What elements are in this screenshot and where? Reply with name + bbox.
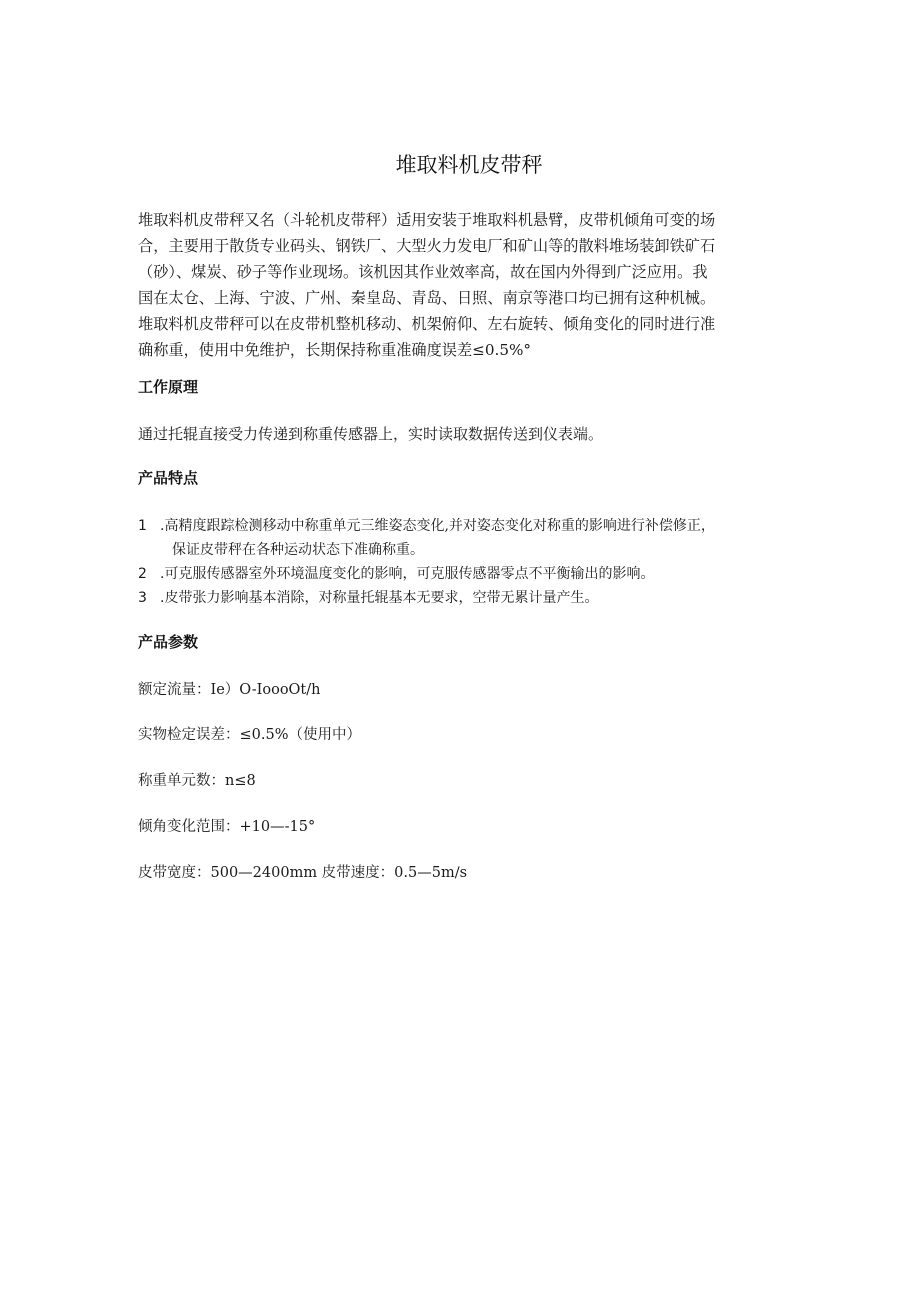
param-inclination-range: 倾角变化范围：+10—-15° (138, 819, 316, 835)
feature-item (138, 586, 800, 610)
page-title: 堆取料机皮带秤 (395, 153, 543, 177)
feature-item (138, 514, 800, 562)
feature-line: .可克服传感器室外环境温度变化的影响，可克服传感器零点不平衡输出的影响。 (160, 566, 655, 582)
principle-heading: 工作原理 (138, 378, 199, 396)
intro-line: 确称重，使用中免维护，长期保持称重准确度误差≤0.5%° (138, 341, 532, 359)
features-list (138, 514, 800, 610)
param-rated-flow: 额定流量：Ie）O-IoooOt/h (138, 682, 321, 698)
features-heading: 产品特点 (138, 469, 199, 487)
feature-line: .皮带张力影响基本消除，对称量托辊基本无要求，空带无累计量产生。 (160, 590, 599, 606)
feature-text (160, 586, 800, 610)
feature-line-continued: 保证皮带秤在各种运动状态下准确称重。 (172, 542, 424, 558)
feature-line: .高精度跟踪检测移动中称重单元三维姿态变化,并对姿态变化对称重的影响进行补偿修正， (160, 518, 715, 534)
params-heading: 产品参数 (138, 633, 199, 651)
feature-number: 3 (138, 590, 147, 606)
intro-line: 堆取料机皮带秤可以在皮带机整机移动、机架俯仰、左右旋转、倾角变化的同时进行准 (138, 315, 716, 333)
intro-paragraph (138, 207, 800, 363)
intro-line: （砂）、煤炭、砂子等作业现场。该机因其作业效率高，故在国内外得到广泛应用。我 (138, 263, 708, 281)
feature-number: 1 (138, 518, 147, 534)
param-belt-width-speed: 皮带宽度：500—2400mm 皮带速度：0.5—5m∕s (138, 865, 468, 881)
feature-text (160, 514, 800, 562)
intro-line: 国在太仓、上海、宁波、广州、秦皇岛、青岛、日照、南京等港口均已拥有这种机械。 (138, 289, 716, 307)
feature-number: 2 (138, 566, 147, 582)
principle-text: 通过托辊直接受力传递到称重传感器上，实时读取数据传送到仪表端。 (138, 425, 604, 443)
feature-text (160, 562, 800, 586)
intro-line: 堆取料机皮带秤又名（斗轮机皮带秤）适用安装于堆取料机悬臂，皮带机倾角可变的场 (138, 211, 716, 229)
feature-item (138, 562, 800, 586)
param-verification-error: 实物检定误差：≤0.5%（使用中） (138, 727, 361, 743)
param-weighing-units: 称重单元数：n≤8 (138, 773, 256, 789)
intro-line: 合，主要用于散货专业码头、钢铁厂、大型火力发电厂和矿山等的散料堆场装卸铁矿石 (138, 237, 716, 255)
